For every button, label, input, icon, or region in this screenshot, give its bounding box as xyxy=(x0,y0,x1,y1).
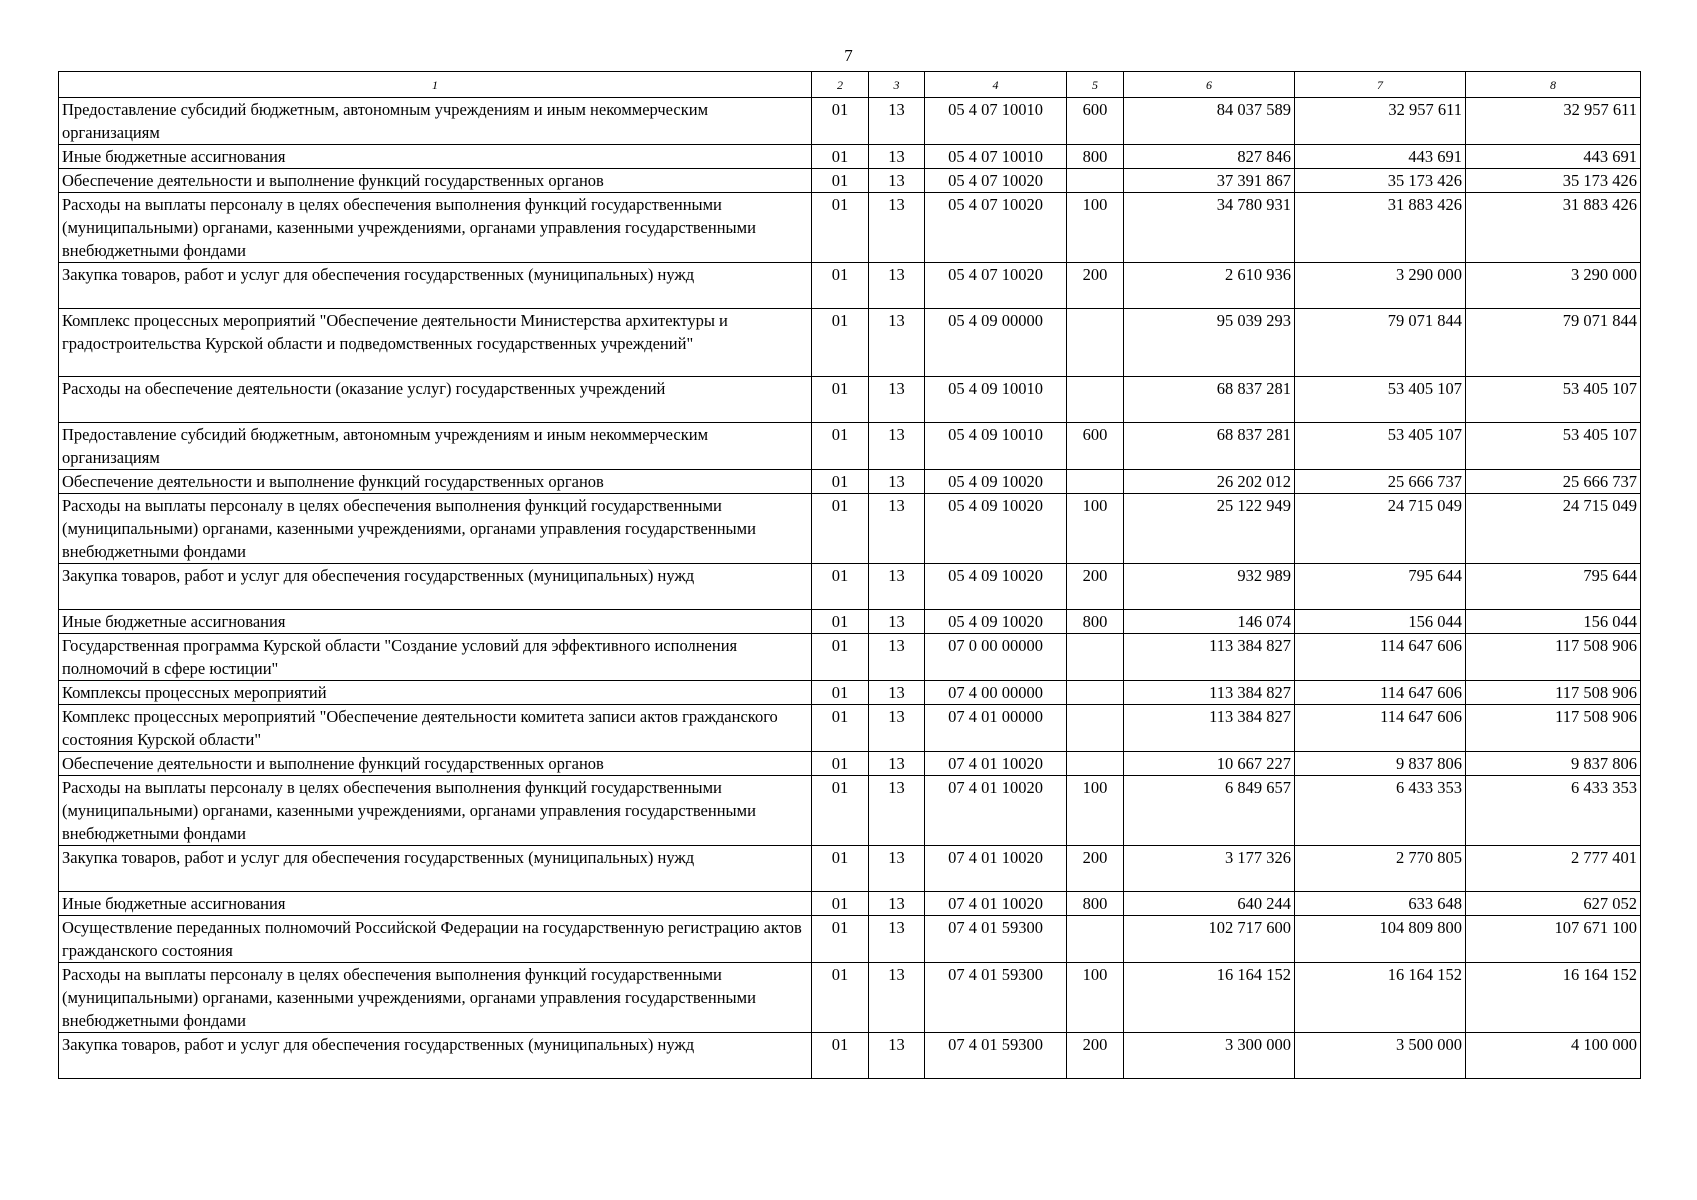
expense-type-cell: 100 xyxy=(1067,193,1124,263)
subsection-code-cell: 13 xyxy=(869,963,925,1033)
amount-cell: 53 405 107 xyxy=(1295,377,1466,423)
target-article-cell: 05 4 07 10010 xyxy=(925,145,1067,169)
expense-type-cell: 200 xyxy=(1067,564,1124,610)
column-header: 4 xyxy=(925,72,1067,98)
amount-cell: 32 957 611 xyxy=(1466,98,1641,145)
target-article-cell: 05 4 09 10020 xyxy=(925,610,1067,634)
section-code-cell: 01 xyxy=(812,963,869,1033)
page-number: 7 xyxy=(844,46,853,65)
target-article-cell: 05 4 09 10010 xyxy=(925,377,1067,423)
table-row xyxy=(59,193,1641,263)
subsection-code-cell: 13 xyxy=(869,846,925,892)
column-header: 6 xyxy=(1124,72,1295,98)
subsection-code-cell: 13 xyxy=(869,494,925,564)
amount-cell: 117 508 906 xyxy=(1466,634,1641,681)
amount-cell: 24 715 049 xyxy=(1295,494,1466,564)
section-code-cell: 01 xyxy=(812,564,869,610)
column-header: 2 xyxy=(812,72,869,98)
table-row xyxy=(59,963,1641,1033)
amount-cell: 3 177 326 xyxy=(1124,846,1295,892)
target-article-cell: 07 4 01 59300 xyxy=(925,916,1067,963)
table-row xyxy=(59,892,1641,916)
column-header: 7 xyxy=(1295,72,1466,98)
subsection-code-cell: 13 xyxy=(869,470,925,494)
amount-cell: 627 052 xyxy=(1466,892,1641,916)
amount-cell: 37 391 867 xyxy=(1124,169,1295,193)
target-article-cell: 05 4 09 10020 xyxy=(925,564,1067,610)
amount-cell: 16 164 152 xyxy=(1466,963,1641,1033)
amount-cell: 10 667 227 xyxy=(1124,752,1295,776)
amount-cell: 3 290 000 xyxy=(1295,263,1466,309)
target-article-cell: 07 4 01 59300 xyxy=(925,1033,1067,1079)
column-header: 8 xyxy=(1466,72,1641,98)
amount-cell: 443 691 xyxy=(1295,145,1466,169)
amount-cell: 53 405 107 xyxy=(1466,377,1641,423)
expense-type-cell: 100 xyxy=(1067,494,1124,564)
target-article-cell: 07 4 01 00000 xyxy=(925,705,1067,752)
amount-cell: 25 666 737 xyxy=(1466,470,1641,494)
amount-cell: 79 071 844 xyxy=(1466,309,1641,377)
subsection-code-cell: 13 xyxy=(869,610,925,634)
amount-cell: 156 044 xyxy=(1466,610,1641,634)
table-row xyxy=(59,564,1641,610)
amount-cell: 102 717 600 xyxy=(1124,916,1295,963)
subsection-code-cell: 13 xyxy=(869,1033,925,1079)
row-name-cell: Закупка товаров, работ и услуг для обеспечения государственных (муниципальных) нужд xyxy=(59,1033,812,1079)
amount-cell: 633 648 xyxy=(1295,892,1466,916)
table-row xyxy=(59,846,1641,892)
amount-cell: 6 433 353 xyxy=(1295,776,1466,846)
amount-cell: 31 883 426 xyxy=(1466,193,1641,263)
amount-cell: 16 164 152 xyxy=(1295,963,1466,1033)
expense-type-cell xyxy=(1067,470,1124,494)
section-code-cell: 01 xyxy=(812,610,869,634)
column-header: 5 xyxy=(1067,72,1124,98)
amount-cell: 35 173 426 xyxy=(1466,169,1641,193)
subsection-code-cell: 13 xyxy=(869,892,925,916)
table-row xyxy=(59,377,1641,423)
row-name-cell: Осуществление переданных полномочий Российской Федерации на государственную регистрацию актов гражданского состояния xyxy=(59,916,812,963)
expense-type-cell: 200 xyxy=(1067,263,1124,309)
row-name-cell: Государственная программа Курской области "Создание условий для эффективного исполнения полномочий в сфере юстиции" xyxy=(59,634,812,681)
amount-cell: 117 508 906 xyxy=(1466,705,1641,752)
amount-cell: 25 666 737 xyxy=(1295,470,1466,494)
section-code-cell: 01 xyxy=(812,776,869,846)
table-row xyxy=(59,470,1641,494)
amount-cell: 9 837 806 xyxy=(1295,752,1466,776)
expense-type-cell xyxy=(1067,634,1124,681)
row-name-cell: Предоставление субсидий бюджетным, автономным учреждениям и иным некоммерческим организациям xyxy=(59,423,812,470)
row-name-cell: Обеспечение деятельности и выполнение функций государственных органов xyxy=(59,752,812,776)
amount-cell: 3 300 000 xyxy=(1124,1033,1295,1079)
amount-cell: 24 715 049 xyxy=(1466,494,1641,564)
amount-cell: 146 074 xyxy=(1124,610,1295,634)
subsection-code-cell: 13 xyxy=(869,169,925,193)
section-code-cell: 01 xyxy=(812,494,869,564)
subsection-code-cell: 13 xyxy=(869,681,925,705)
amount-cell: 156 044 xyxy=(1295,610,1466,634)
amount-cell: 26 202 012 xyxy=(1124,470,1295,494)
row-name-cell: Иные бюджетные ассигнования xyxy=(59,610,812,634)
subsection-code-cell: 13 xyxy=(869,752,925,776)
amount-cell: 3 500 000 xyxy=(1295,1033,1466,1079)
expense-type-cell: 100 xyxy=(1067,776,1124,846)
amount-cell: 25 122 949 xyxy=(1124,494,1295,564)
target-article-cell: 05 4 09 00000 xyxy=(925,309,1067,377)
target-article-cell: 05 4 09 10020 xyxy=(925,470,1067,494)
section-code-cell: 01 xyxy=(812,377,869,423)
column-header: 1 xyxy=(59,72,812,98)
expense-type-cell: 600 xyxy=(1067,423,1124,470)
row-name-cell: Закупка товаров, работ и услуг для обеспечения государственных (муниципальных) нужд xyxy=(59,846,812,892)
expense-type-cell xyxy=(1067,377,1124,423)
section-code-cell: 01 xyxy=(812,193,869,263)
section-code-cell: 01 xyxy=(812,309,869,377)
subsection-code-cell: 13 xyxy=(869,423,925,470)
section-code-cell: 01 xyxy=(812,263,869,309)
section-code-cell: 01 xyxy=(812,916,869,963)
expense-type-cell: 800 xyxy=(1067,892,1124,916)
subsection-code-cell: 13 xyxy=(869,634,925,681)
target-article-cell: 05 4 09 10020 xyxy=(925,494,1067,564)
amount-cell: 35 173 426 xyxy=(1295,169,1466,193)
amount-cell: 114 647 606 xyxy=(1295,634,1466,681)
expense-type-cell: 200 xyxy=(1067,846,1124,892)
row-name-cell: Иные бюджетные ассигнования xyxy=(59,145,812,169)
section-code-cell: 01 xyxy=(812,169,869,193)
amount-cell: 113 384 827 xyxy=(1124,681,1295,705)
table-row xyxy=(59,634,1641,681)
row-name-cell: Комплексы процессных мероприятий xyxy=(59,681,812,705)
expense-type-cell xyxy=(1067,309,1124,377)
expense-type-cell: 200 xyxy=(1067,1033,1124,1079)
amount-cell: 6 433 353 xyxy=(1466,776,1641,846)
section-code-cell: 01 xyxy=(812,892,869,916)
amount-cell: 113 384 827 xyxy=(1124,705,1295,752)
amount-cell: 2 770 805 xyxy=(1295,846,1466,892)
table-row xyxy=(59,681,1641,705)
table-row xyxy=(59,916,1641,963)
amount-cell: 53 405 107 xyxy=(1295,423,1466,470)
amount-cell: 9 837 806 xyxy=(1466,752,1641,776)
target-article-cell: 07 4 01 10020 xyxy=(925,776,1067,846)
expense-type-cell xyxy=(1067,681,1124,705)
subsection-code-cell: 13 xyxy=(869,145,925,169)
table-row xyxy=(59,309,1641,377)
table-row xyxy=(59,1033,1641,1079)
budget-table xyxy=(58,71,1641,1079)
expense-type-cell xyxy=(1067,752,1124,776)
expense-type-cell: 800 xyxy=(1067,610,1124,634)
amount-cell: 31 883 426 xyxy=(1295,193,1466,263)
table-row xyxy=(59,423,1641,470)
amount-cell: 443 691 xyxy=(1466,145,1641,169)
row-name-cell: Расходы на выплаты персоналу в целях обеспечения выполнения функций государственными (муниципальными) органами, казенными учреждениями, органами управления государственными внебюджетными фондами xyxy=(59,494,812,564)
amount-cell: 640 244 xyxy=(1124,892,1295,916)
section-code-cell: 01 xyxy=(812,423,869,470)
amount-cell: 79 071 844 xyxy=(1295,309,1466,377)
row-name-cell: Расходы на выплаты персоналу в целях обеспечения выполнения функций государственными (муниципальными) органами, казенными учреждениями, органами управления государственными внебюджетными фондами xyxy=(59,193,812,263)
amount-cell: 16 164 152 xyxy=(1124,963,1295,1033)
expense-type-cell: 100 xyxy=(1067,963,1124,1033)
table-row xyxy=(59,169,1641,193)
amount-cell: 53 405 107 xyxy=(1466,423,1641,470)
section-code-cell: 01 xyxy=(812,846,869,892)
expense-type-cell: 800 xyxy=(1067,145,1124,169)
target-article-cell: 05 4 09 10010 xyxy=(925,423,1067,470)
table-row xyxy=(59,752,1641,776)
table-row xyxy=(59,263,1641,309)
table-row xyxy=(59,776,1641,846)
target-article-cell: 07 0 00 00000 xyxy=(925,634,1067,681)
amount-cell: 113 384 827 xyxy=(1124,634,1295,681)
subsection-code-cell: 13 xyxy=(869,193,925,263)
row-name-cell: Закупка товаров, работ и услуг для обеспечения государственных (муниципальных) нужд xyxy=(59,263,812,309)
subsection-code-cell: 13 xyxy=(869,564,925,610)
section-code-cell: 01 xyxy=(812,634,869,681)
subsection-code-cell: 13 xyxy=(869,98,925,145)
amount-cell: 795 644 xyxy=(1295,564,1466,610)
table-row xyxy=(59,705,1641,752)
amount-cell: 795 644 xyxy=(1466,564,1641,610)
header-row xyxy=(59,72,1641,98)
expense-type-cell xyxy=(1067,169,1124,193)
section-code-cell: 01 xyxy=(812,98,869,145)
table-row xyxy=(59,98,1641,145)
target-article-cell: 07 4 01 10020 xyxy=(925,752,1067,776)
expense-type-cell: 600 xyxy=(1067,98,1124,145)
row-name-cell: Расходы на выплаты персоналу в целях обеспечения выполнения функций государственными (муниципальными) органами, казенными учреждениями, органами управления государственными внебюджетными фондами xyxy=(59,776,812,846)
row-name-cell: Предоставление субсидий бюджетным, автономным учреждениям и иным некоммерческим организациям xyxy=(59,98,812,145)
subsection-code-cell: 13 xyxy=(869,705,925,752)
row-name-cell: Комплекс процессных мероприятий "Обеспечение деятельности комитета записи актов гражданского состояния Курской области" xyxy=(59,705,812,752)
target-article-cell: 05 4 07 10020 xyxy=(925,169,1067,193)
amount-cell: 117 508 906 xyxy=(1466,681,1641,705)
section-code-cell: 01 xyxy=(812,752,869,776)
amount-cell: 84 037 589 xyxy=(1124,98,1295,145)
table-row xyxy=(59,610,1641,634)
section-code-cell: 01 xyxy=(812,145,869,169)
target-article-cell: 05 4 07 10020 xyxy=(925,193,1067,263)
section-code-cell: 01 xyxy=(812,1033,869,1079)
row-name-cell: Расходы на выплаты персоналу в целях обеспечения выполнения функций государственными (муниципальными) органами, казенными учреждениями, органами управления государственными внебюджетными фондами xyxy=(59,963,812,1033)
section-code-cell: 01 xyxy=(812,681,869,705)
row-name-cell: Обеспечение деятельности и выполнение функций государственных органов xyxy=(59,169,812,193)
section-code-cell: 01 xyxy=(812,705,869,752)
amount-cell: 827 846 xyxy=(1124,145,1295,169)
amount-cell: 2 610 936 xyxy=(1124,263,1295,309)
target-article-cell: 07 4 01 10020 xyxy=(925,846,1067,892)
subsection-code-cell: 13 xyxy=(869,776,925,846)
row-name-cell: Закупка товаров, работ и услуг для обеспечения государственных (муниципальных) нужд xyxy=(59,564,812,610)
target-article-cell: 07 4 01 59300 xyxy=(925,963,1067,1033)
table-row xyxy=(59,494,1641,564)
table-row xyxy=(59,145,1641,169)
amount-cell: 6 849 657 xyxy=(1124,776,1295,846)
subsection-code-cell: 13 xyxy=(869,916,925,963)
subsection-code-cell: 13 xyxy=(869,263,925,309)
target-article-cell: 07 4 01 10020 xyxy=(925,892,1067,916)
subsection-code-cell: 13 xyxy=(869,309,925,377)
amount-cell: 95 039 293 xyxy=(1124,309,1295,377)
amount-cell: 932 989 xyxy=(1124,564,1295,610)
section-code-cell: 01 xyxy=(812,470,869,494)
row-name-cell: Иные бюджетные ассигнования xyxy=(59,892,812,916)
amount-cell: 68 837 281 xyxy=(1124,423,1295,470)
amount-cell: 3 290 000 xyxy=(1466,263,1641,309)
expense-type-cell xyxy=(1067,916,1124,963)
subsection-code-cell: 13 xyxy=(869,377,925,423)
expense-type-cell xyxy=(1067,705,1124,752)
amount-cell: 4 100 000 xyxy=(1466,1033,1641,1079)
amount-cell: 114 647 606 xyxy=(1295,705,1466,752)
column-header: 3 xyxy=(869,72,925,98)
target-article-cell: 05 4 07 10020 xyxy=(925,263,1067,309)
amount-cell: 34 780 931 xyxy=(1124,193,1295,263)
amount-cell: 107 671 100 xyxy=(1466,916,1641,963)
target-article-cell: 05 4 07 10010 xyxy=(925,98,1067,145)
target-article-cell: 07 4 00 00000 xyxy=(925,681,1067,705)
row-name-cell: Обеспечение деятельности и выполнение функций государственных органов xyxy=(59,470,812,494)
row-name-cell: Комплекс процессных мероприятий "Обеспечение деятельности Министерства архитектуры и градостроительства Курской области и подведомственных государственных учреждений" xyxy=(59,309,812,377)
amount-cell: 104 809 800 xyxy=(1295,916,1466,963)
amount-cell: 114 647 606 xyxy=(1295,681,1466,705)
amount-cell: 32 957 611 xyxy=(1295,98,1466,145)
row-name-cell: Расходы на обеспечение деятельности (оказание услуг) государственных учреждений xyxy=(59,377,812,423)
amount-cell: 2 777 401 xyxy=(1466,846,1641,892)
amount-cell: 68 837 281 xyxy=(1124,377,1295,423)
